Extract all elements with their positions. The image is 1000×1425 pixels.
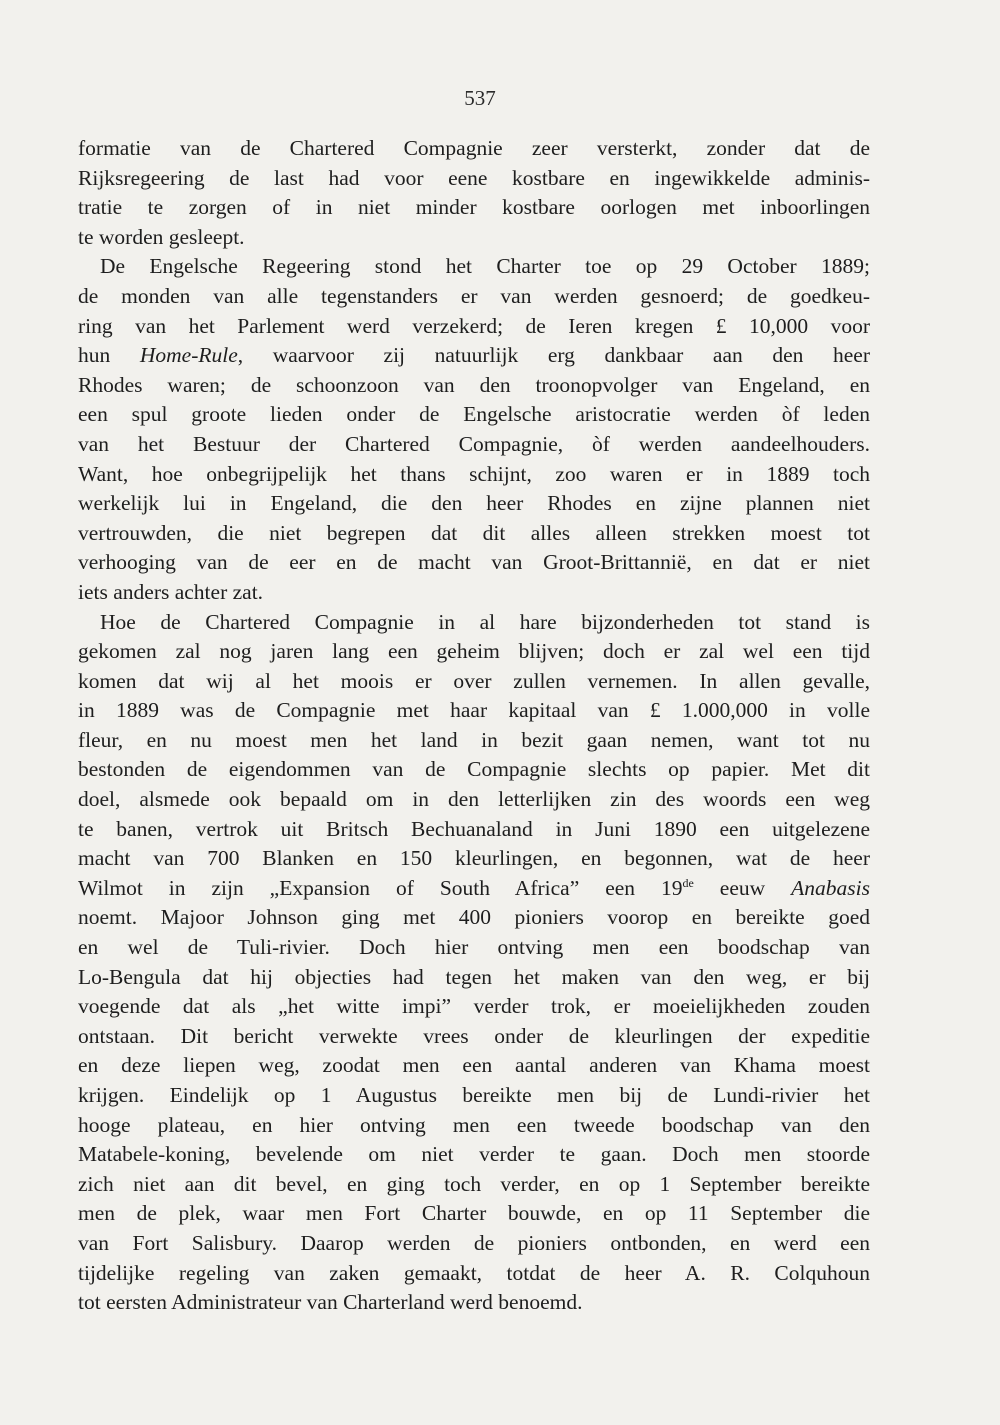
text-line: vertrouwden, die niet begrepen dat dit alles alleen strekken moest tot — [78, 520, 870, 545]
text-line: van Fort Salisbury. Daarop werden de pioniers ontbonden, en werd een — [78, 1230, 870, 1255]
text-line: men de plek, waar men Fort Charter bouwde, en op 11 September die — [78, 1201, 870, 1226]
text-line: te worden gesleept. — [78, 224, 245, 249]
text-line: formatie van de Chartered Compagnie zeer versterkt, zonder dat de — [78, 136, 870, 160]
paragraph — [78, 608, 870, 1318]
text-line: een spul groote lieden onder de Engelsche aristocratie werden òf leden — [78, 402, 870, 427]
text-line: te banen, vertrok uit Britsch Bechuanaland in Juni 1890 een uitgelezene — [78, 816, 870, 841]
text-line: werkelijk lui in Engeland, die den heer Rhodes en zijne plannen niet — [78, 491, 870, 516]
page-number: 537 — [464, 86, 496, 110]
text-line: en wel de Tuli-rivier. Doch hier ontving men een boodschap van — [78, 935, 870, 960]
text-line: zich niet aan dit bevel, en ging toch verder, en op 1 September bereikte — [78, 1171, 870, 1196]
text-line: Wilmot in zijn „Expansion of South Africa” een 19de eeuw Anabasis — [78, 875, 870, 900]
text-line: van het Bestuur der Chartered Compagnie, òf werden aandeelhouders. — [78, 431, 870, 456]
text-line: iets anders achter zat. — [78, 579, 264, 604]
text-line: de monden van alle tegenstanders er van werden gesnoerd; de goedkeu- — [78, 283, 870, 308]
text-line: ring van het Parlement werd verzekerd; de Ieren kregen £ 10,000 voor — [78, 313, 870, 338]
text-line: bestonden de eigendommen van de Compagnie slechts op papier. Met dit — [78, 757, 870, 782]
text-line: Matabele-koning, bevelende om niet verder te gaan. Doch men stoorde — [78, 1142, 870, 1167]
text-line: verhooging van de eer en de macht van Groot-Brittannië, en dat er niet — [78, 550, 870, 575]
text-line: Rijksregeering de last had voor eene kostbare en ingewikkelde adminis- — [78, 165, 870, 190]
body-text — [78, 134, 870, 1318]
text-line: in 1889 was de Compagnie met haar kapitaal van £ 1.000,000 in volle — [78, 698, 870, 723]
paragraph — [78, 134, 870, 252]
text-line: ontstaan. Dit bericht verwekte vrees onder de kleurlingen der expeditie — [78, 1023, 870, 1048]
text-line: krijgen. Eindelijk op 1 Augustus bereikte men bij de Lundi-rivier het — [78, 1083, 870, 1107]
text-line: gekomen zal nog jaren lang een geheim blijven; doch er zal wel een tijd — [78, 639, 870, 664]
text-line: noemt. Majoor Johnson ging met 400 pioniers voorop en bereikte goed — [78, 905, 870, 930]
text-line: Want, hoe onbegrijpelijk het thans schijnt, zoo waren er in 1889 toch — [78, 461, 870, 486]
text-line: Rhodes waren; de schoonzoon van den troonopvolger van Engeland, en — [78, 372, 870, 397]
text-line: fleur, en nu moest men het land in bezit gaan nemen, want tot nu — [78, 727, 870, 752]
text-line: komen dat wij al het moois er over zullen vernemen. In allen gevalle, — [78, 668, 870, 693]
text-line: tot eersten Administrateur van Charterland werd benoemd. — [78, 1290, 583, 1315]
text-line: hun Home-Rule, waarvoor zij natuurlijk erg dankbaar aan den heer — [78, 343, 870, 368]
text-line: tratie te zorgen of in niet minder kostbare oorlogen met inboorlingen — [78, 195, 870, 220]
text-line: hooge plateau, en hier ontving men een tweede boodschap van den — [78, 1112, 870, 1137]
text-line: Lo-Bengula dat hij objecties had tegen het maken van den weg, er bij — [78, 964, 870, 989]
paragraph — [78, 252, 870, 607]
text-line: en deze liepen weg, zoodat men een aantal anderen van Khama moest — [78, 1053, 870, 1078]
text-line: macht van 700 Blanken en 150 kleurlingen, en begonnen, wat de heer — [78, 846, 870, 871]
text-line: De Engelsche Regeering stond het Charter toe op 29 October 1889; — [100, 254, 870, 279]
text-line: doel, alsmede ook bepaald om in den letterlijken zin des woords een weg — [78, 787, 870, 812]
text-line: tijdelijke regeling van zaken gemaakt, totdat de heer A. R. Colquhoun — [78, 1260, 870, 1285]
text-line: Hoe de Chartered Compagnie in al hare bijzonderheden tot stand is — [100, 609, 870, 634]
text-line: voegende dat als „het witte impi” verder trok, er moeielijkheden zouden — [78, 994, 870, 1019]
